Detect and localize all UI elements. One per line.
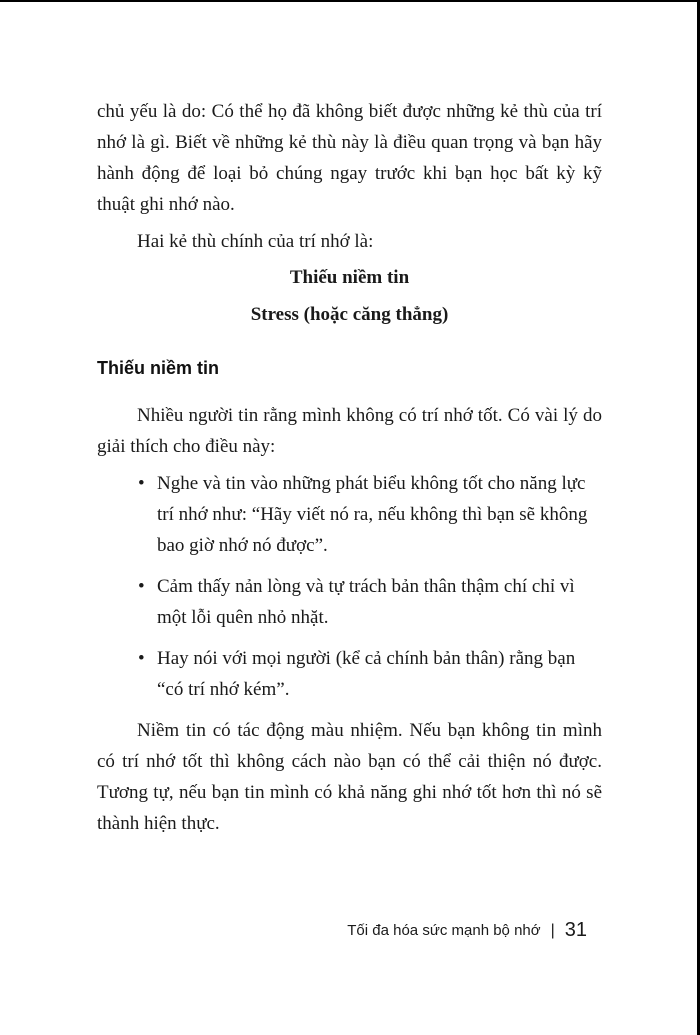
page-footer (347, 919, 587, 942)
list-item-text: Hay nói với mọi người (kể cả chính bản thân) rằng bạn “có trí nhớ kém”. (157, 648, 576, 700)
enemy-item-lack-of-belief: Thiếu niềm tin (289, 267, 410, 288)
reasons-list (97, 468, 602, 705)
bullet-icon: • (138, 473, 145, 494)
list-item (138, 571, 602, 633)
footer-separator: | (550, 921, 555, 939)
enemy-item-stress: Stress (hoặc căng thẳng) (250, 304, 449, 325)
bullet-icon: • (138, 648, 145, 669)
page-content (97, 96, 602, 839)
body-paragraph-continued: chủ yếu là do: Có thể họ đã không biết được những kẻ thù của trí nhớ là gì. Biết về những kẻ thù này là điều quan trọng và bạn hãy hành động để loại bỏ chúng ngay trước khi bạn học bất kỳ kỹ thuật ghi nhớ nào. (97, 101, 602, 215)
list-item (138, 468, 602, 561)
closing-paragraph: Niềm tin có tác động màu nhiệm. Nếu bạn không tin mình có trí nhớ tốt thì không cách nào bạn có thể cải thiện nó được. Tương tự, nếu bạn tin mình có khả năng ghi nhớ tốt hơn thì nó sẽ thành hiện thực. (97, 720, 602, 834)
running-footer-title: Tối đa hóa sức mạnh bộ nhớ (347, 922, 541, 939)
bullet-icon: • (138, 576, 145, 597)
page-number: 31 (564, 919, 587, 941)
section-heading: Thiếu niềm tin (97, 358, 220, 378)
list-item-text: Cảm thấy nản lòng và tự trách bản thân thậm chí chỉ vì một lỗi quên nhỏ nhặt. (157, 576, 575, 628)
list-item-text: Nghe và tin vào những phát biểu không tốt cho năng lực trí nhớ như: “Hãy viết nó ra, nếu không thì bạn sẽ không bao giờ nhớ nó được”. (157, 473, 588, 556)
section-intro-paragraph: Nhiều người tin rằng mình không có trí nhớ tốt. Có vài lý do giải thích cho điều này: (97, 405, 602, 457)
list-item (138, 643, 602, 705)
enemies-intro-paragraph: Hai kẻ thù chính của trí nhớ là: (137, 231, 374, 252)
